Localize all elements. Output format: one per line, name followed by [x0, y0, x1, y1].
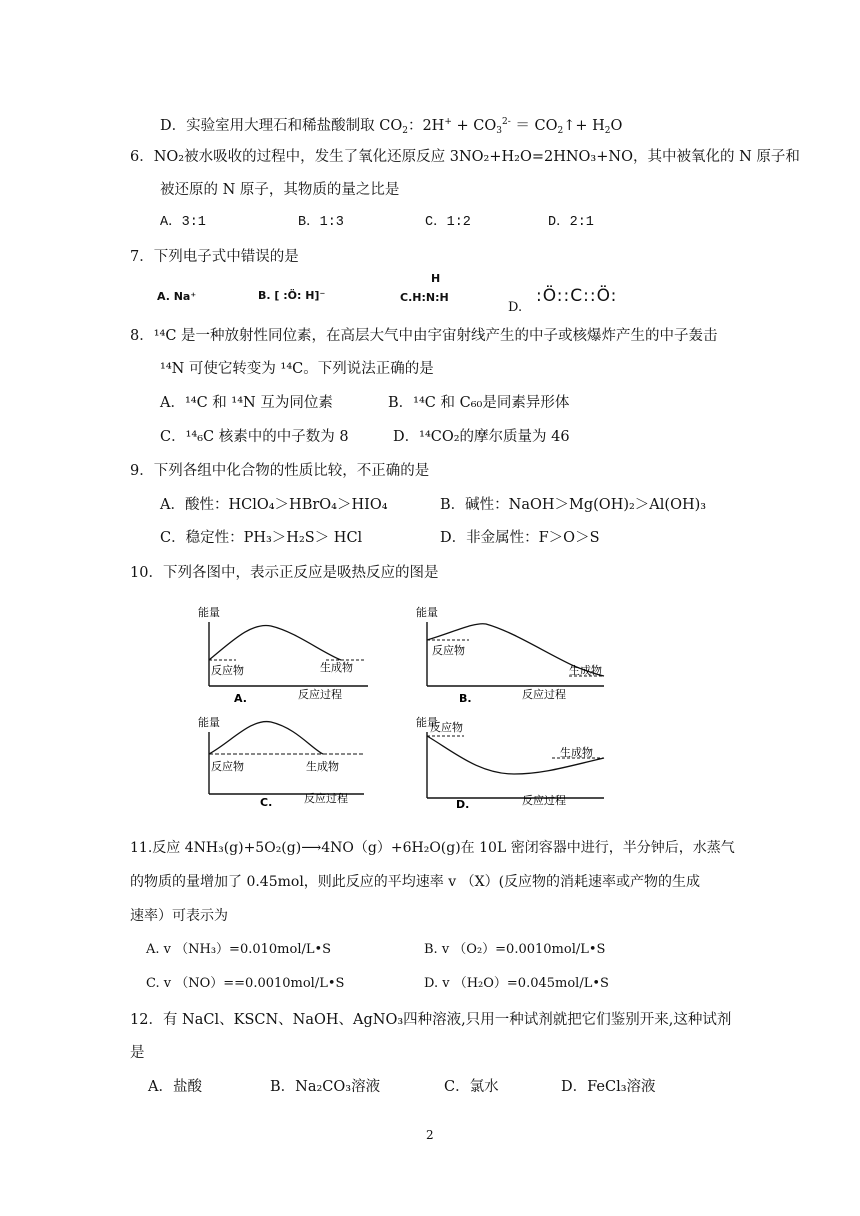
- q6-line-1: 6．NO₂被水吸收的过程中，发生了氧化还原反应 3NO₂+H₂O=2HNO₃+NO，其中被氧化的 N 原子和: [130, 149, 800, 165]
- graph-a-y-label: 能量: [198, 606, 220, 619]
- q12-option-b: B．Na₂CO₃溶液: [270, 1079, 381, 1095]
- q11-line-1: 11.反应 4NH₃(g)+5O₂(g)⟶4NO（g）+6H₂O(g)在 10L 密闭容器中进行，半分钟后，水蒸气: [130, 840, 735, 856]
- q12-line-1: 12．有 NaCl、KSCN、NaOH、AgNO₃四种溶液,只用一种试剂就把它们鉴别开来,这种试剂: [130, 1012, 732, 1028]
- q5-option-d: D．实验室用大理石和稀盐酸制取 $CO_2$：$2H^+ + CO_3^{2-}$ ＝ $CO_2↑+ H_2O$: [160, 117, 623, 136]
- graph-c-curve: [209, 722, 323, 754]
- q8-line-2: ¹⁴N 可使它转变为 ¹⁴C。下列说法正确的是: [160, 361, 434, 377]
- graph-c-x-label: 反应过程: [304, 792, 348, 805]
- graph-d-y-label: 能量: [416, 716, 438, 729]
- graph-b-tag: B.: [459, 692, 472, 705]
- q11-option-d: D. v （H₂O）=0.045mol/L•S: [424, 976, 609, 991]
- q7-option-a: A. Na⁺: [157, 290, 197, 303]
- q11-option-b: B. v （O₂）=0.0010mol/L•S: [424, 942, 606, 957]
- graph-c-tag: C.: [260, 796, 273, 809]
- q12-option-a: A．盐酸: [148, 1079, 202, 1095]
- q7-option-d: :Ö::C::Ö:: [536, 286, 618, 306]
- q7-option-c-top: H: [431, 272, 441, 285]
- q11-line-2: 的物质的量增加了 0.45mol，则此反应的平均速率 v （X）(反应物的消耗速率或产物的生成: [130, 874, 701, 890]
- q11-option-c: C. v （NO）==0.0010mol/L•S: [146, 976, 345, 991]
- q9-stem: 9．下列各组中化合物的性质比较，不正确的是: [130, 463, 430, 479]
- q12-option-c: C．氯水: [444, 1079, 499, 1095]
- graph-b-y-label: 能量: [416, 606, 438, 619]
- q9-option-a: A．酸性：HClO₄＞HBrO₄＞HIO₄: [160, 497, 388, 513]
- q6-option-b: B．1:3: [298, 215, 344, 230]
- q8-option-a: A．¹⁴C 和 ¹⁴N 互为同位素: [160, 395, 333, 411]
- q11-option-a: A. v （NH₃）=0.010mol/L•S: [146, 942, 332, 957]
- energy-graph-b: [414, 602, 614, 708]
- q7-option-b: B. [ :Ö: H]⁻: [258, 289, 326, 302]
- graph-a-product: 生成物: [320, 661, 353, 674]
- graph-d-x-label: 反应过程: [522, 794, 566, 807]
- q9-option-d: D．非金属性：F＞O＞S: [440, 530, 600, 546]
- graph-d-product: 生成物: [560, 746, 593, 759]
- graph-d-tag: D.: [456, 798, 470, 811]
- graph-b-reactant: 反应物: [432, 644, 465, 657]
- energy-graph-d: [414, 712, 614, 812]
- q8-line-1: 8．¹⁴C 是一种放射性同位素，在高层大气中由宇宙射线产生的中子或核爆炸产生的中子轰击: [130, 328, 718, 344]
- q7-option-d-label: D.: [508, 300, 523, 315]
- energy-graph-a: [196, 602, 376, 708]
- q12-option-d: D．FeCl₃溶液: [561, 1079, 656, 1095]
- q6-option-d: D．2:1: [548, 215, 594, 230]
- graph-a-reactant: 反应物: [211, 664, 244, 677]
- q7-option-c: C.H:N:H: [400, 291, 449, 304]
- graph-c-y-label: 能量: [198, 716, 220, 729]
- q10-stem: 10．下列各图中，表示正反应是吸热反应的图是: [130, 565, 439, 581]
- page-number: 2: [426, 1128, 434, 1142]
- q12-line-2: 是: [130, 1045, 145, 1061]
- q8-option-b: B．¹⁴C 和 C₆₀是同素异形体: [388, 395, 570, 411]
- graph-b-product: 生成物: [569, 664, 602, 677]
- q11-line-3: 速率）可表示为: [130, 908, 228, 924]
- graph-a-x-label: 反应过程: [298, 688, 342, 701]
- graph-c-product: 生成物: [306, 760, 339, 773]
- graph-a-tag: A.: [234, 692, 247, 705]
- graph-d-reactant: 反应物: [430, 721, 463, 734]
- q9-option-c: C．稳定性：PH₃＞H₂S＞ HCl: [160, 530, 363, 546]
- q8-option-c: C．¹⁴₆C 核素中的中子数为 8: [160, 429, 349, 445]
- q8-option-d: D．¹⁴CO₂的摩尔质量为 46: [393, 429, 570, 445]
- q9-option-b: B．碱性：NaOH＞Mg(OH)₂＞Al(OH)₃: [440, 497, 707, 513]
- q6-option-a: A．3:1: [160, 215, 206, 230]
- graph-a-curve: [209, 625, 341, 660]
- q6-line-2: 被还原的 N 原子，其物质的量之比是: [160, 182, 400, 198]
- energy-graph-c: [196, 712, 376, 812]
- graph-b-x-label: 反应过程: [522, 688, 566, 701]
- graph-c-reactant: 反应物: [211, 760, 244, 773]
- q6-option-c: C．1:2: [425, 215, 471, 230]
- q7-stem: 7．下列电子式中错误的是: [130, 249, 299, 265]
